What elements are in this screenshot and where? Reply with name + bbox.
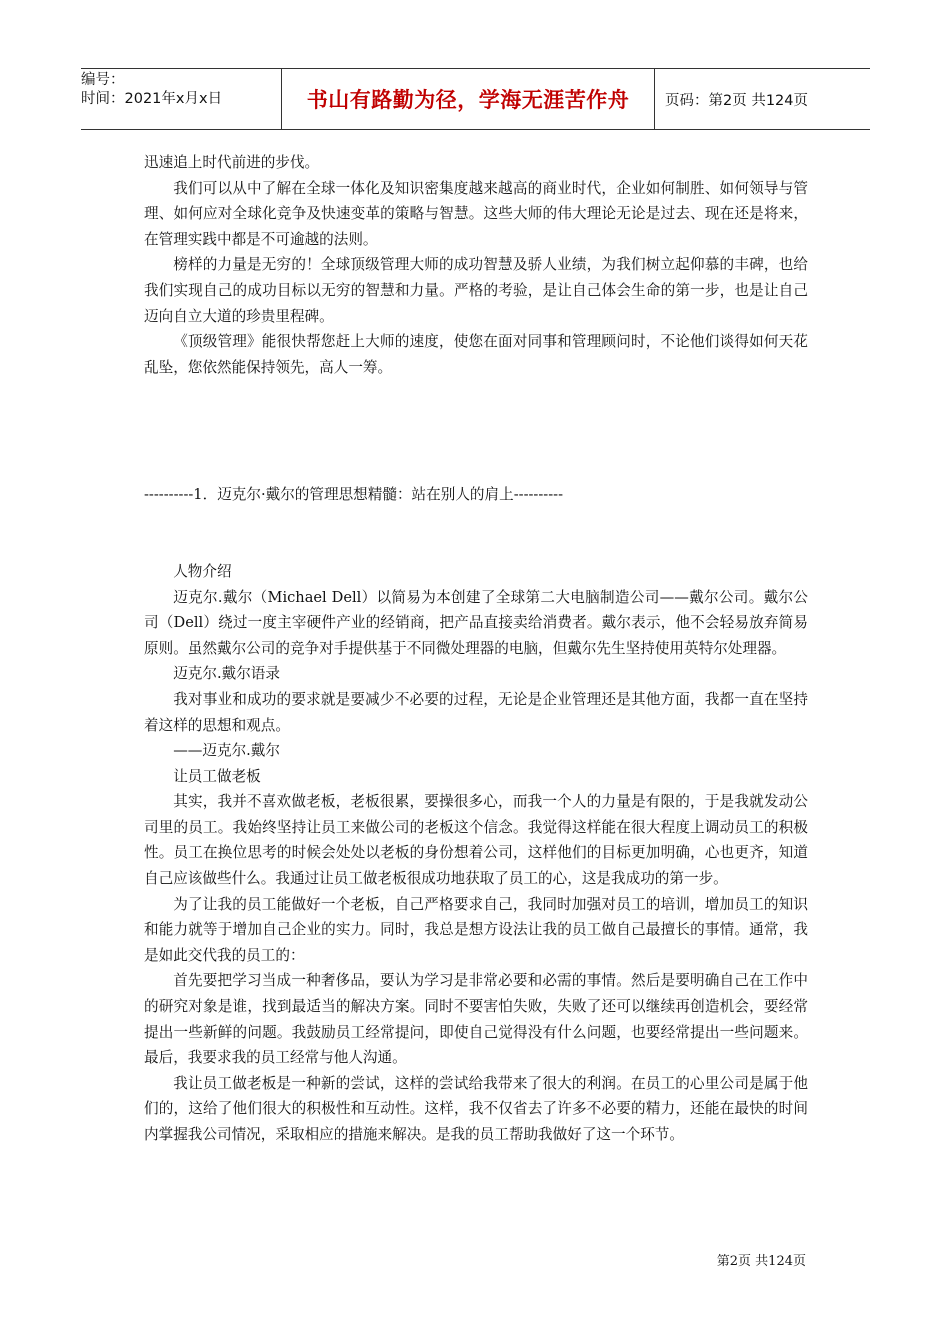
paragraph: 首先要把学习当成一种奢侈品，要认为学习是非常必要和必需的事情。然后是要明确自己在工作中的研究对象是谁，找到最适当的解决方案。同时不要害怕失败，失败了还可以继续再创造机会，要经常提出一些新鲜的问题。我鼓励员工经常提问，即使自己觉得没有什么问题，也要经常提出一些问题来。最后，我要求我的员工经常与他人沟通。	[144, 972, 808, 1067]
header-meta	[81, 69, 281, 129]
section-heading: 让员工做老板	[173, 767, 261, 785]
header-page-number: 页码：第2页 共124页	[665, 92, 809, 109]
page-footer: 第2页 共124页	[716, 1254, 806, 1269]
paragraph: 我们可以从中了解在全球一体化及知识密集度越来越高的商业时代，企业如何制胜、如何领导与管理、如何应对全球化竞争及快速变革的策略与智慧。这些大师的伟大理论无论是过去、现在还是将来，在管理实践中都是不可逾越的法则。	[144, 179, 808, 248]
section-heading: 迈克尔.戴尔语录	[173, 665, 280, 683]
paragraph: 为了让我的员工能做好一个老板，自己严格要求自己，我同时加强对员工的培训，增加员工的知识和能力就等于增加自己企业的实力。同时，我总是想方设法让我的员工做自己最擅长的事情。通常，我是如此交代我的员工的：	[144, 895, 808, 964]
header-motto: 书山有路勤为径，学海无涯苦作舟	[281, 69, 655, 129]
document-date-label: 时间：2021年x月x日	[81, 91, 223, 107]
paragraph: 其实，我并不喜欢做老板，老板很累，要操很多心，而我一个人的力量是有限的，于是我就发动公司里的员工。我始终坚持让员工来做公司的老板这个信念。我觉得这样能在很大程度上调动员工的积极性。员工在换位思考的时候会处处以老板的身份想着公司，这样他们的目标更加明确，心也更齐，知道自己应该做些什么。我通过让员工做老板很成功地获取了员工的心，这是我成功的第一步。	[144, 793, 808, 888]
section-heading: 人物介绍	[173, 562, 232, 580]
document-number-label: 编号：	[81, 72, 125, 88]
quote: 我对事业和成功的要求就是要减少不必要的过程，无论是企业管理还是其他方面，我都一直在坚持着这样的思想和观点。	[144, 690, 808, 734]
paragraph: 我让员工做老板是一种新的尝试，这样的尝试给我带来了很大的利润。在员工的心里公司是属于他们的，这给了他们很大的积极性和互动性。这样，我不仅省去了许多不必要的精力，还能在最快的时间内掌握我公司情况，采取相应的措施来解决。是我的员工帮助我做好了这一个环节。	[144, 1074, 808, 1143]
chapter-title: ----------1．迈克尔·戴尔的管理思想精髓：站在别人的肩上----------	[144, 486, 564, 504]
paragraph: 迅速追上时代前进的步伐。	[144, 154, 320, 171]
paragraph: 迈克尔.戴尔（Michael Dell）以简易为本创建了全球第二大电脑制造公司——戴尔公司。戴尔公司（Dell）绕过一度主宰硬件产业的经销商，把产品直接卖给消费者。戴尔表示，他不会轻易放弃简易原则。虽然戴尔公司的竞争对手提供基于不同微处理器的电脑，但戴尔先生坚持使用英特尔处理器。	[144, 588, 808, 657]
quote-attribution: ——迈克尔.戴尔	[173, 742, 280, 760]
paragraph: 榜样的力量是无穷的！全球顶级管理大师的成功智慧及骄人业绩，为我们树立起仰慕的丰碑，也给我们实现自己的成功目标以无穷的智慧和力量。严格的考验，是让自己体会生命的第一步，也是让自己迈向自立大道的珍贵里程碑。	[144, 256, 808, 325]
document-body	[144, 150, 808, 1148]
page-header	[81, 68, 870, 130]
paragraph: 《顶级管理》能很快帮您赶上大师的速度，使您在面对同事和管理顾问时，不论他们谈得如何天花乱坠，您依然能保持领先，高人一筹。	[144, 333, 808, 376]
